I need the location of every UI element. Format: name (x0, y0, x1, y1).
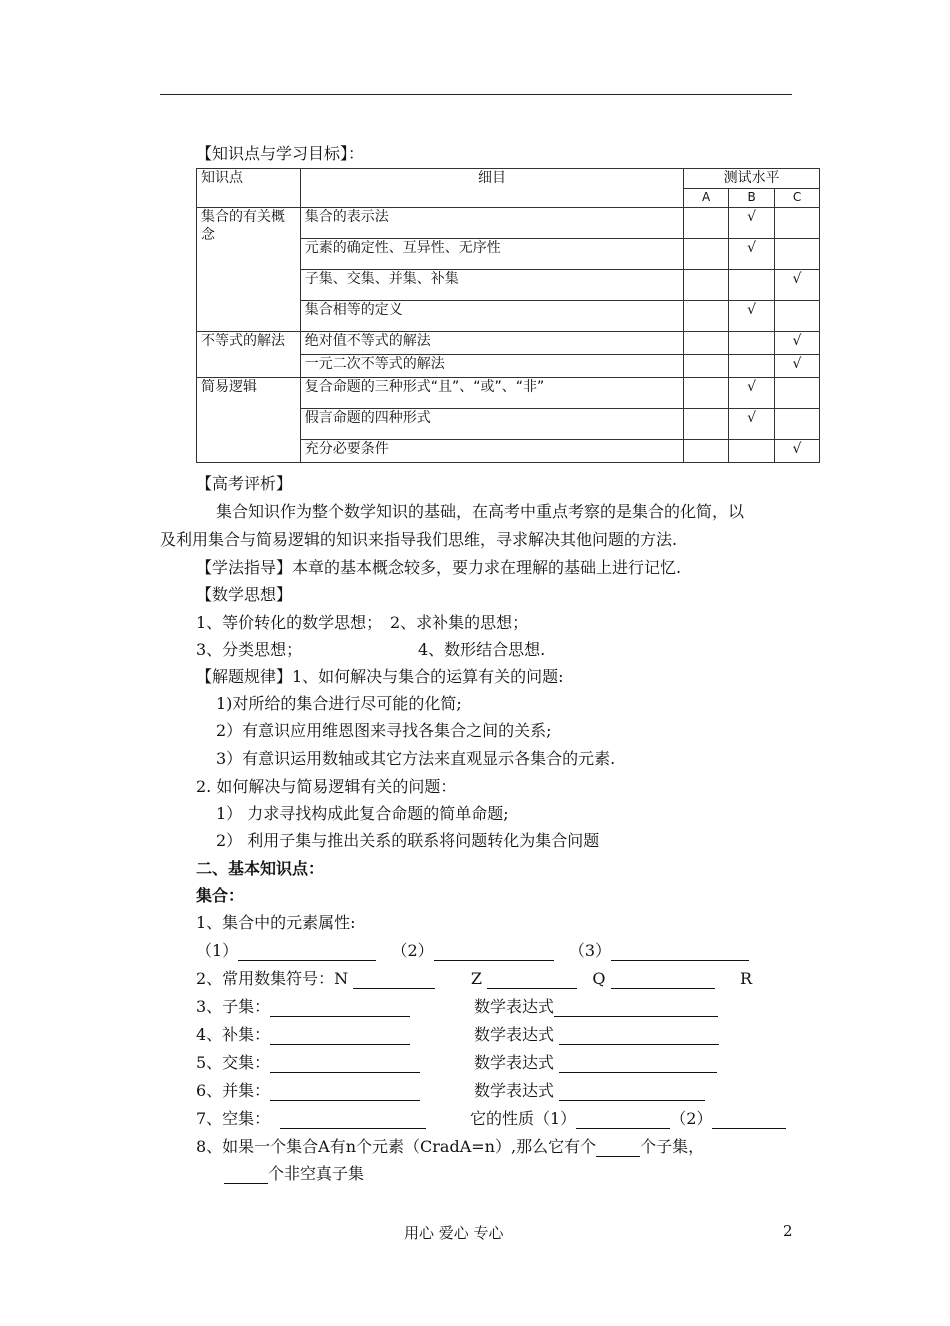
fill-line-intersection-expr: 数学表达式 (474, 1053, 717, 1073)
blank-field[interactable] (224, 1166, 268, 1184)
group-name: 不等式的解法 (197, 332, 301, 378)
list-item: 2） 利用子集与推出关系的联系将问题转化为集合问题 (216, 831, 600, 850)
blank-field[interactable] (270, 1083, 420, 1101)
blank-field[interactable] (559, 1027, 719, 1045)
check-mark: √ (729, 239, 775, 270)
header-b: B (729, 189, 775, 208)
fill-line-intersection: 5、交集： (196, 1053, 420, 1073)
paragraph-line: 集合知识作为整个数学知识的基础，在高考中重点考察的是集合的化简，以 (216, 502, 745, 521)
table-row (197, 332, 820, 355)
fill-line-properties: （1） （2） （3） (196, 941, 749, 961)
list-item: 2. 如何解决与简易逻辑有关的问题： (196, 777, 457, 796)
fill-line-complement: 4、补集： (196, 1025, 410, 1045)
blank-field[interactable] (712, 1111, 786, 1129)
fill-line-union: 6、并集： (196, 1081, 420, 1101)
paragraph-xuefa: 【学法指导】本章的基本概念较多，要力求在理解的基础上进行记忆. (196, 558, 682, 577)
table-row (197, 378, 820, 409)
header-rule (160, 94, 792, 95)
row-detail: 绝对值不等式的解法 (300, 332, 683, 355)
list-item: 1、等价转化的数学思想； (196, 613, 383, 632)
check-mark: √ (729, 301, 775, 332)
section-heading-jieti: 【解题规律】1、如何解决与集合的运算有关的问题: (196, 667, 564, 686)
fill-line-union-expr: 数学表达式 (474, 1081, 705, 1101)
check-mark: √ (775, 332, 820, 355)
blank-field[interactable] (596, 1139, 640, 1157)
row-detail: 子集、交集、并集、补集 (300, 270, 683, 301)
blank-field[interactable] (487, 971, 577, 989)
group-name: 简易逻辑 (197, 378, 301, 463)
list-item: 1)对所给的集合进行尽可能的化简; (216, 694, 462, 713)
header-level: 测试水平 (684, 169, 820, 189)
list-item: 1、集合中的元素属性: (196, 913, 356, 932)
blank-field[interactable] (270, 999, 410, 1017)
fill-line-number-sets: 2、常用数集符号：N Z Q R (196, 969, 753, 988)
fill-line-complement-expr: 数学表达式 (474, 1025, 719, 1045)
check-mark: √ (729, 409, 775, 440)
row-detail: 充分必要条件 (300, 440, 683, 463)
blank-field[interactable] (238, 943, 376, 961)
check-mark: √ (775, 355, 820, 378)
subheading-set: 集合： (196, 886, 245, 905)
blank-field[interactable] (434, 943, 554, 961)
footer-motto: 用心 爱心 专心 (404, 1224, 504, 1242)
row-detail: 假言命题的四种形式 (300, 409, 683, 440)
fill-line-empty-set-props: 它的性质（1） （2） (470, 1109, 786, 1129)
check-mark: √ (775, 270, 820, 301)
blank-field[interactable] (576, 1111, 670, 1129)
blank-field[interactable] (280, 1111, 426, 1129)
fill-line-subset-expr: 数学表达式 (474, 997, 718, 1017)
header-c: C (775, 189, 820, 208)
section-heading-sixiang: 【数学思想】 (196, 585, 293, 604)
blank-field[interactable] (559, 1055, 717, 1073)
section-heading-basic: 二、基本知识点： (196, 859, 325, 878)
blank-field[interactable] (353, 971, 435, 989)
check-mark: √ (775, 440, 820, 463)
blank-field[interactable] (554, 999, 718, 1017)
row-detail: 元素的确定性、互异性、无序性 (300, 239, 683, 270)
blank-field[interactable] (270, 1055, 420, 1073)
row-detail: 集合相等的定义 (300, 301, 683, 332)
row-detail: 复合命题的三种形式“且”、“或”、“非” (300, 378, 683, 409)
blank-field[interactable] (559, 1083, 705, 1101)
group-name: 集合的有关概念 (197, 208, 301, 332)
list-item: 3）有意识运用数轴或其它方法来直观显示各集合的元素. (216, 749, 616, 768)
row-detail: 一元二次不等式的解法 (300, 355, 683, 378)
fill-line-subset-count: 8、如果一个集合A有n个元素（CradA=n）,那么它有个 个子集， (196, 1137, 705, 1156)
table-row (197, 208, 820, 239)
header-a: A (684, 189, 729, 208)
knowledge-table (196, 168, 820, 463)
page-number: 2 (783, 1222, 793, 1240)
fill-line-empty-set: 7、空集： (196, 1109, 426, 1129)
fill-line-proper-subset-count: 个非空真子集 (224, 1164, 364, 1184)
check-mark: √ (729, 208, 775, 239)
row-detail: 集合的表示法 (300, 208, 683, 239)
list-item: 2）有意识应用维恩图来寻找各集合之间的关系; (216, 721, 552, 740)
fill-line-subset: 3、子集： (196, 997, 410, 1017)
paragraph-line: 及利用集合与简易逻辑的知识来指导我们思维，寻求解决其他问题的方法. (160, 530, 678, 549)
list-item: 4、数形结合思想. (418, 640, 546, 659)
list-item: 3、分类思想； (196, 640, 303, 659)
check-mark: √ (729, 378, 775, 409)
header-detail: 细目 (300, 169, 683, 208)
blank-field[interactable] (270, 1027, 410, 1045)
list-item: 2、求补集的思想； (390, 613, 529, 632)
section-heading-knowledge: 【知识点与学习目标】： (196, 144, 365, 163)
blank-field[interactable] (611, 943, 749, 961)
list-item: 1） 力求寻找构成此复合命题的简单命题; (216, 804, 509, 823)
header-point: 知识点 (197, 169, 301, 208)
blank-field[interactable] (611, 971, 715, 989)
section-heading-gaokao: 【高考评析】 (196, 474, 293, 493)
